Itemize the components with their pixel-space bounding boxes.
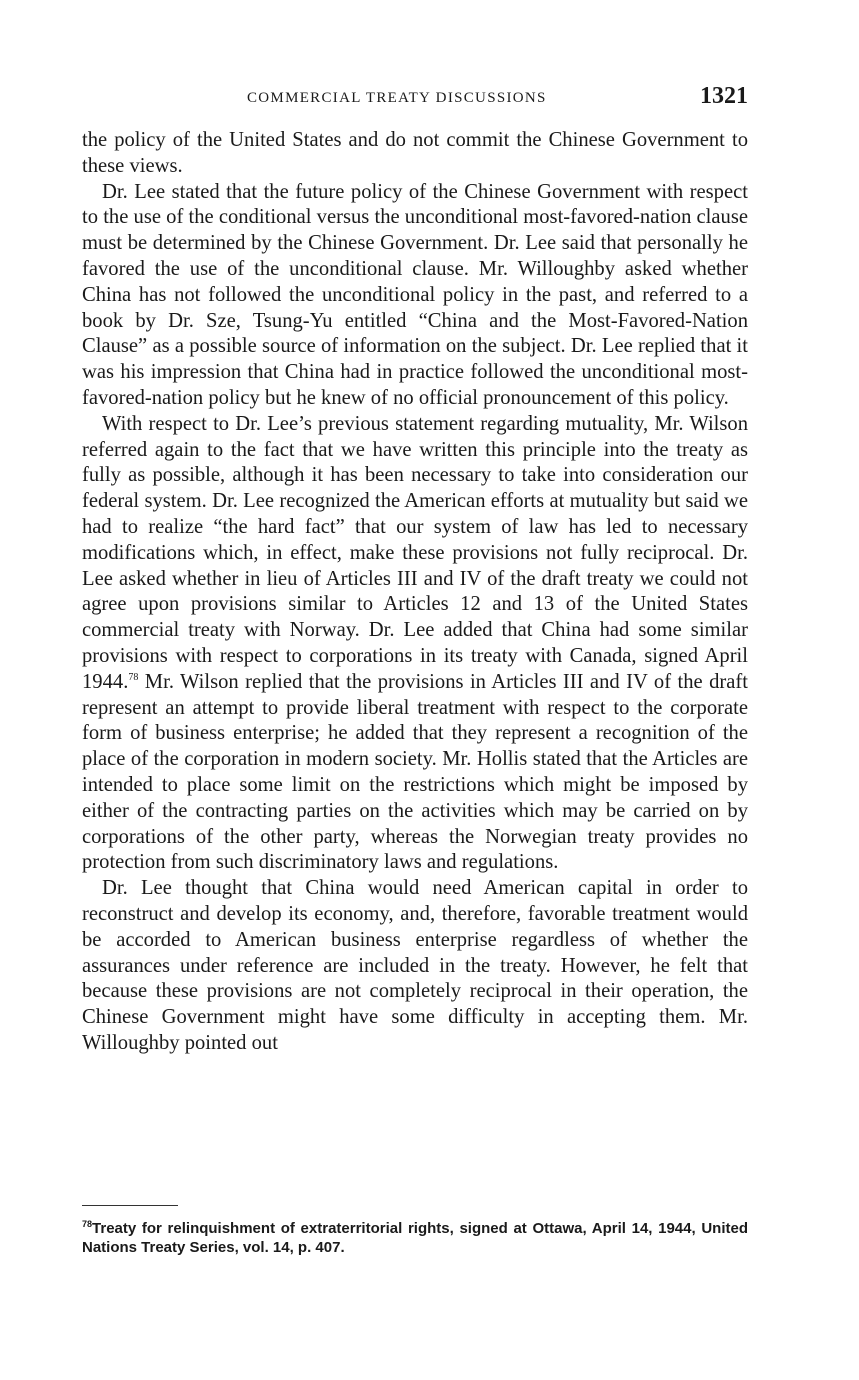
footnote bbox=[82, 1219, 748, 1257]
paragraph-american-capital: Dr. Lee thought that China would need American capital in order to reconstruct and develop its economy, and, therefore, favorable treatment would be accorded to American business enterprise regardless of whether the assurances under reference are included in the treaty. However, he felt that because these provisions are not completely reciprocal in their operation, the Chinese Government might have some difficulty in accepting them. Mr. Willoughby pointed out bbox=[82, 877, 748, 1054]
paragraph-continuation: the policy of the United States and do not commit the Chinese Government to these views. bbox=[82, 129, 748, 177]
running-head bbox=[82, 84, 748, 114]
page-number: 1321 bbox=[700, 83, 748, 109]
paragraph-mutuality bbox=[82, 412, 748, 876]
footnote-mark: 78 bbox=[82, 1219, 93, 1229]
body-text bbox=[82, 128, 748, 1057]
footnote-text: Treaty for relinquishment of extraterritorial rights, signed at Ottawa, April 14, 1944, United Nations Treaty Series, vol. 14, p. 407. bbox=[82, 1220, 748, 1256]
footnote-reference[interactable]: 78 bbox=[128, 671, 139, 683]
paragraph-mutuality-part-2: Mr. Wilson replied that the provisions in Articles III and IV of the draft represent an attempt to provide liberal treatment with respect to the corporate form of business enterprise; he added that they represent a recognition of the place of the corporation in modern society. Mr. Hollis stated that the Articles are intended to place some limit on the restrictions which might be imposed by either of the contracting parties on the activities which may be carried on by corporations of the other party, whereas the Norwegian treaty provides no protection from such discriminatory laws and regulations. bbox=[82, 670, 748, 874]
paragraph-mutuality-part-1: With respect to Dr. Lee’s previous statement regarding mutuality, Mr. Wilson referred again to the fact that we have written this principle into the treaty as fully as possible, although it has been necessary to take into consideration our federal system. Dr. Lee recognized the American efforts at mutuality but said we had to realize “the hard fact” that our system of law has led to necessary modifications which, in effect, make these provisions not fully reciprocal. Dr. Lee asked whether in lieu of Articles III and IV of the draft treaty we could not agree upon provisions similar to Articles 12 and 13 of the United States commercial treaty with Norway. Dr. Lee added that China had some similar provisions with respect to corporations in its treaty with Canada, signed April 1944. bbox=[82, 412, 748, 693]
footnote-divider bbox=[82, 1205, 178, 1206]
paragraph-conditional-clause: Dr. Lee stated that the future policy of the Chinese Government with respect to the use of the conditional versus the unconditional most-favored-nation clause must be determined by the Chinese Government. Dr. Lee said that personally he favored the use of the unconditional clause. Mr. Willoughby asked whether China has not followed the unconditional policy in the past, and referred to a book by Dr. Sze, Tsung-Yu entitled “China and the Most-Favored-Nation Clause” as a possible source of information on the subject. Dr. Lee replied that it was his impression that China had in practice followed the unconditional most-favored-nation policy but he knew of no official pronouncement of this policy. bbox=[82, 180, 748, 409]
page bbox=[82, 84, 748, 1057]
running-title: COMMERCIAL TREATY DISCUSSIONS bbox=[247, 90, 547, 106]
